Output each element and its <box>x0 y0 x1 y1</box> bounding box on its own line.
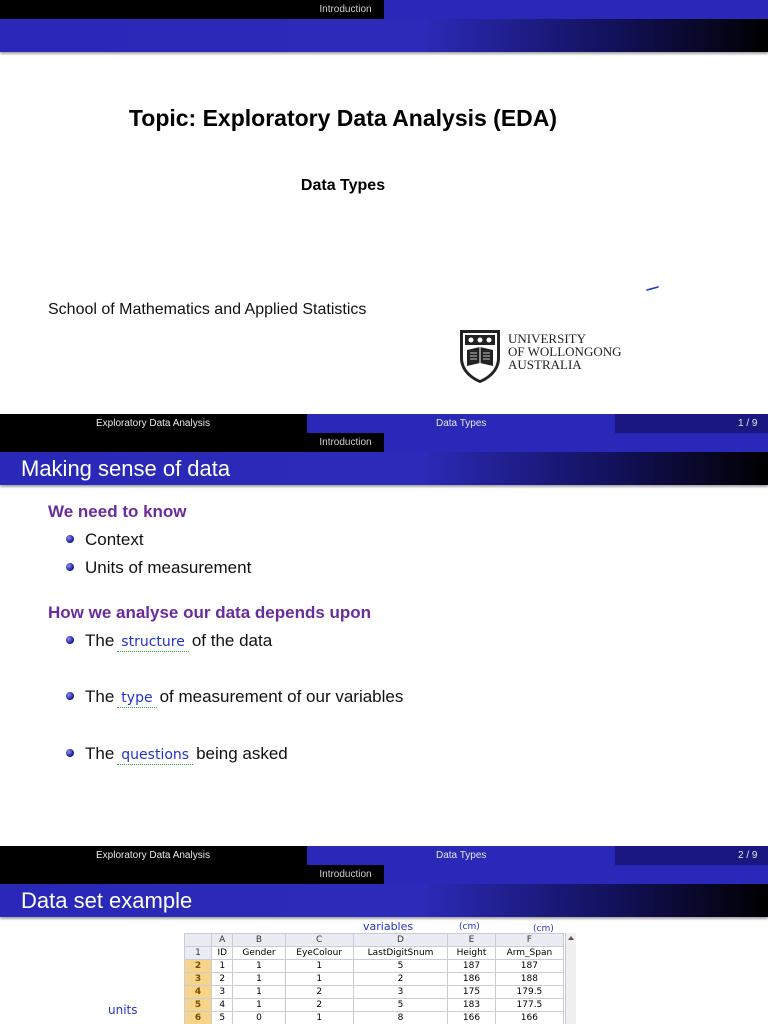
table-cell[interactable]: 166 <box>448 1012 496 1024</box>
section-navigation <box>0 865 768 884</box>
title-bar <box>0 884 768 917</box>
table-row <box>185 960 564 973</box>
table-cell[interactable]: 3 <box>212 986 233 999</box>
table-cell[interactable]: 8 <box>353 1012 447 1024</box>
table-cell[interactable]: 186 <box>448 973 496 986</box>
table-cell[interactable]: 166 <box>495 1012 563 1024</box>
table-cell[interactable]: 1 <box>233 960 285 973</box>
university-logo <box>458 328 634 386</box>
table-cell[interactable]: 1 <box>233 999 285 1012</box>
header-cell[interactable]: Height <box>448 947 496 960</box>
list-item: Context <box>66 530 144 550</box>
section-label[interactable]: Introduction <box>307 433 384 452</box>
pen-mark <box>645 284 665 294</box>
table-cell[interactable]: 5 <box>353 960 447 973</box>
table-cell[interactable]: 188 <box>495 973 563 986</box>
bullet-icon <box>66 692 74 700</box>
column-letter[interactable]: B <box>233 934 285 947</box>
table-row <box>185 973 564 986</box>
list-item: The type of measurement of our variables <box>66 687 403 708</box>
footer-center: Data Types <box>436 418 487 429</box>
row-number[interactable]: 4 <box>185 986 212 999</box>
header-row <box>185 947 564 960</box>
slide-1 <box>0 0 768 433</box>
column-letter[interactable]: D <box>353 934 447 947</box>
block-title: How we analyse our data depends upon <box>48 603 372 622</box>
table-cell[interactable]: 3 <box>353 986 447 999</box>
table-cell[interactable]: 1 <box>212 960 233 973</box>
annotation-units-armspan: (cm) <box>533 924 554 934</box>
page-number: 1 / 9 <box>738 418 758 429</box>
scroll-up-arrow-icon[interactable] <box>568 936 574 940</box>
slide-2 <box>0 433 768 866</box>
column-letter[interactable]: A <box>212 934 233 947</box>
table-row <box>185 986 564 999</box>
footer-center: Data Types <box>436 850 487 861</box>
header-cell[interactable]: Gender <box>233 947 285 960</box>
page-number: 2 / 9 <box>738 850 758 861</box>
title-bar <box>0 19 768 52</box>
table-cell[interactable]: 175 <box>448 986 496 999</box>
handwritten-word: structure <box>121 634 185 650</box>
table-row <box>185 999 564 1012</box>
table-cell[interactable]: 2 <box>353 973 447 986</box>
table-cell[interactable]: 1 <box>233 973 285 986</box>
table-cell[interactable]: 183 <box>448 999 496 1012</box>
section-navigation <box>0 433 768 452</box>
footer-left: Exploratory Data Analysis <box>96 850 210 861</box>
bullet-icon <box>66 749 74 757</box>
footer-left: Exploratory Data Analysis <box>96 418 210 429</box>
header-cell[interactable]: LastDigitSnum <box>353 947 447 960</box>
annotation-units-height: (cm) <box>459 922 480 932</box>
table-cell[interactable]: 187 <box>448 960 496 973</box>
table-row <box>185 1012 564 1024</box>
page-subtitle: Data Types <box>300 177 386 194</box>
table-cell[interactable]: 1 <box>285 960 353 973</box>
column-letters-row <box>185 934 564 947</box>
annotation-variables: variables <box>363 920 414 933</box>
list-item: The structure of the data <box>66 631 272 652</box>
list-item: The questions being asked <box>66 744 288 765</box>
column-letter[interactable]: F <box>495 934 563 947</box>
handwritten-word: type <box>121 690 153 706</box>
institute-name: School of Mathematics and Applied Statistics <box>48 301 367 318</box>
title-bar <box>0 452 768 485</box>
header-cell[interactable]: Arm_Span <box>495 947 563 960</box>
table-cell[interactable]: 187 <box>495 960 563 973</box>
logo-line-2: OF WOLLONGONG <box>508 344 622 359</box>
table-cell[interactable]: 179.5 <box>495 986 563 999</box>
vertical-scrollbar[interactable] <box>565 933 576 1024</box>
table-cell[interactable]: 2 <box>212 973 233 986</box>
row-number[interactable]: 3 <box>185 973 212 986</box>
spreadsheet <box>184 933 576 1024</box>
table-cell[interactable]: 177.5 <box>495 999 563 1012</box>
block-title: We need to know <box>48 502 187 521</box>
table-cell[interactable]: 1 <box>285 1012 353 1024</box>
bullet-icon <box>66 563 74 571</box>
row-number[interactable]: 5 <box>185 999 212 1012</box>
frame-title: Data set example <box>21 888 193 913</box>
table-cell[interactable]: 1 <box>233 986 285 999</box>
spreadsheet-table <box>184 933 564 1024</box>
table-cell[interactable]: 1 <box>285 973 353 986</box>
section-label[interactable]: Introduction <box>307 0 384 19</box>
slide-3 <box>0 865 768 1024</box>
header-cell[interactable]: ID <box>212 947 233 960</box>
row-number[interactable]: 1 <box>185 947 212 960</box>
header-cell[interactable]: EyeColour <box>285 947 353 960</box>
logo-line-1: UNIVERSITY <box>508 331 586 346</box>
handwritten-word: questions <box>121 747 190 763</box>
slide-footer <box>0 846 768 865</box>
table-cell[interactable]: 5 <box>353 999 447 1012</box>
list-item: Units of measurement <box>66 558 251 578</box>
table-cell[interactable]: 2 <box>285 986 353 999</box>
bullet-icon <box>66 636 74 644</box>
corner-cell[interactable] <box>185 934 212 947</box>
crest-icon <box>458 328 502 384</box>
annotation-units: units <box>108 1003 138 1017</box>
bullet-icon <box>66 535 74 543</box>
column-letter[interactable]: C <box>285 934 353 947</box>
table-cell[interactable]: 5 <box>212 1012 233 1024</box>
frame-title: Making sense of data <box>21 456 231 481</box>
logo-line-3: AUSTRALIA <box>508 357 582 372</box>
row-number[interactable]: 6 <box>185 1012 212 1024</box>
table-cell[interactable]: 4 <box>212 999 233 1012</box>
column-letter[interactable]: E <box>448 934 496 947</box>
slide-footer <box>0 414 768 433</box>
page-title: Topic: Exploratory Data Analysis (EDA) <box>128 105 558 131</box>
section-label[interactable]: Introduction <box>307 865 384 884</box>
row-number[interactable]: 2 <box>185 960 212 973</box>
table-cell[interactable]: 0 <box>233 1012 285 1024</box>
section-navigation <box>0 0 768 19</box>
table-cell[interactable]: 2 <box>285 999 353 1012</box>
